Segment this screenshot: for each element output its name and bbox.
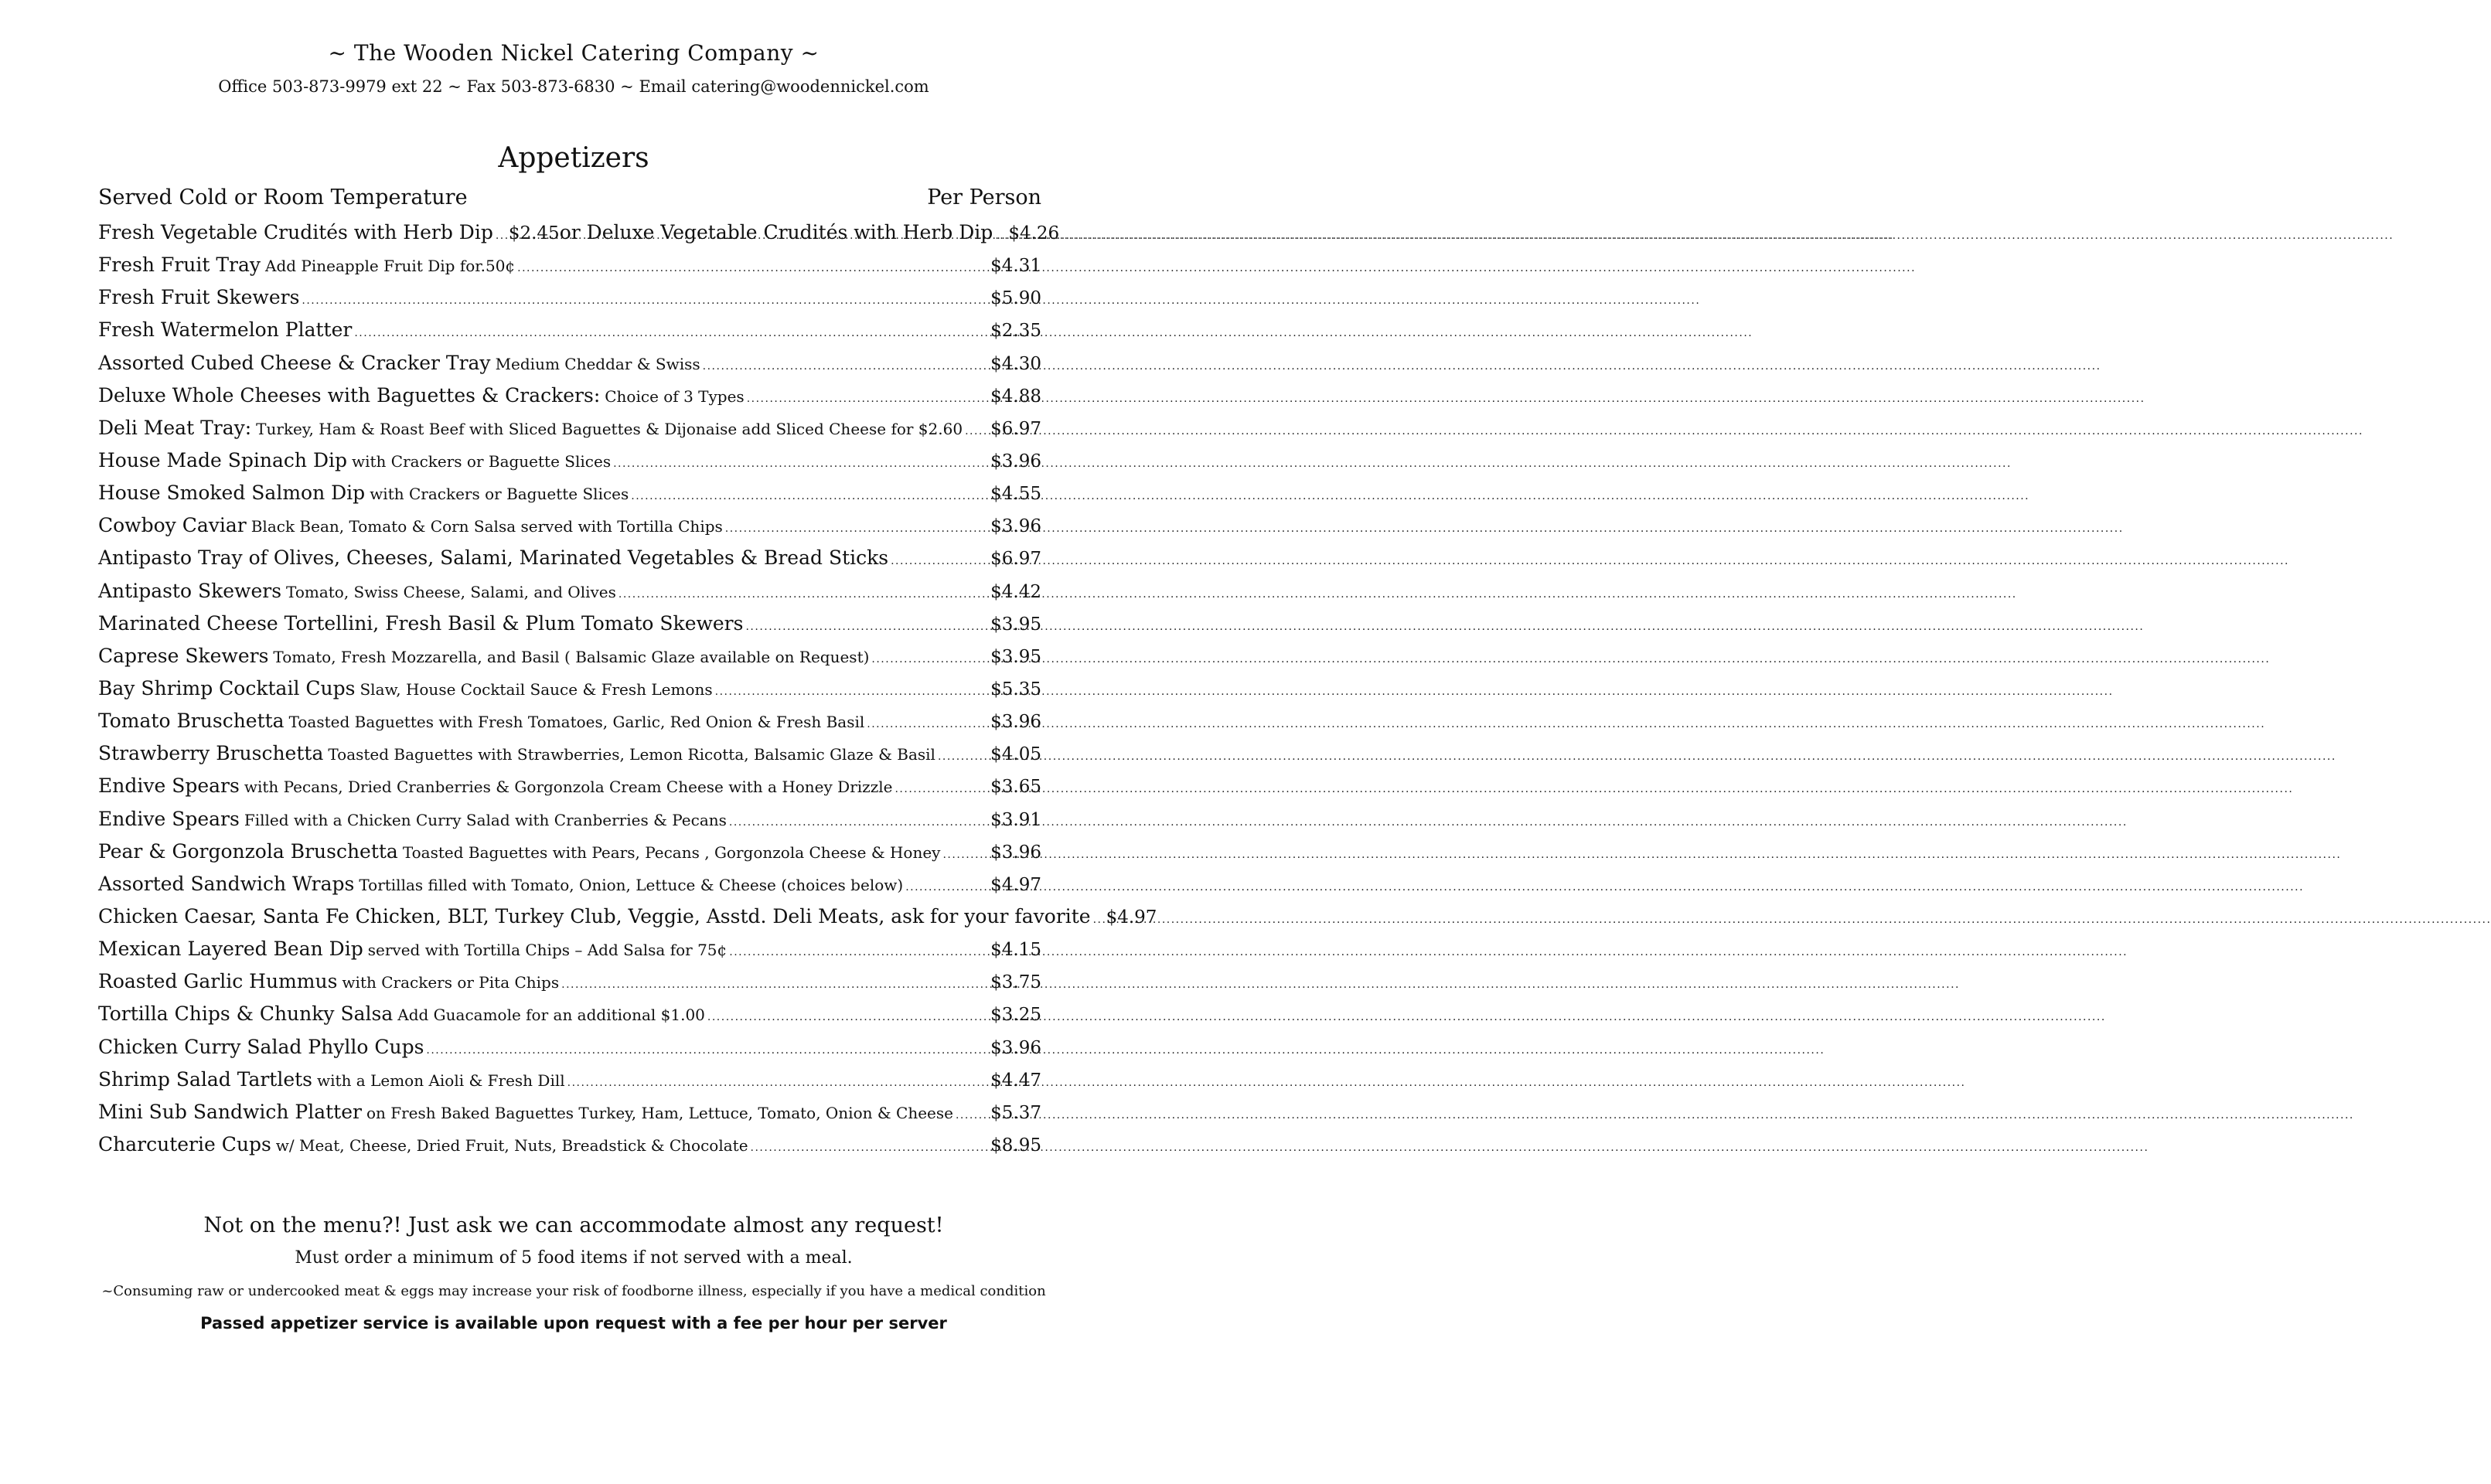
menu-item-name: Antipasto Tray of Olives, Cheeses, Salami, Marinated Vegetables & Bread Sticks: [98, 546, 889, 570]
dot-leader: [302, 284, 988, 317]
menu-item-name: Tomato Bruschetta: [98, 710, 285, 733]
menu-item-name: Cowboy Caviar: [98, 514, 247, 537]
menu-item-price: $2.35: [990, 321, 1041, 342]
menu-item-detail: Slaw, House Cocktail Sauce & Fresh Lemons: [360, 679, 713, 699]
menu-item: [98, 900, 1157, 933]
dot-leader: [618, 578, 988, 611]
menu-item: [98, 803, 1041, 836]
menu-item: [98, 281, 1041, 314]
menu-item-name: Deluxe Whole Cheeses with Baguettes & Crackers:: [98, 383, 601, 407]
menu-item-name: Roasted Garlic Hummus: [98, 970, 338, 993]
dot-leader: [867, 708, 988, 740]
menu-item-detail: Tortillas filled with Tomato, Onion, Lettuce & Cheese (choices below): [359, 875, 904, 894]
menu-item-alternative-price: $4.26: [1008, 223, 1060, 243]
menu-item-price: $5.90: [990, 288, 1041, 309]
dot-leader: [729, 806, 988, 839]
menu-item: [98, 672, 1041, 705]
menu-item-price: $4.97: [990, 874, 1041, 895]
menu-item-name: Fresh Watermelon Platter: [98, 318, 353, 342]
dot-leader: [747, 383, 988, 415]
section-title: Appetizers: [498, 142, 649, 174]
menu-item-price: $3.96: [990, 842, 1041, 863]
passed-service-note: Passed appetizer service is available upon request with a fee per hour per server: [200, 1314, 947, 1333]
menu-item-price: $3.96: [990, 451, 1041, 471]
menu-item-price: $6.97: [990, 418, 1041, 439]
menu-item-detail: with Pecans, Dried Cranberries & Gorgonzola Cream Cheese with a Honey Drizzle: [244, 778, 893, 797]
dot-leader: [751, 1132, 989, 1164]
menu-item-name: Caprese Skewers: [98, 644, 269, 667]
menu-item-name: Bay Shrimp Cocktail Cups: [98, 676, 356, 699]
menu-item-name: House Made Spinach Dip: [98, 448, 347, 471]
menu-item: [98, 477, 1041, 509]
dot-leader: [725, 512, 988, 545]
menu-item-detail: w/ Meat, Cheese, Dried Fruit, Nuts, Breadstick & Chocolate: [275, 1135, 748, 1155]
dot-leader: [938, 740, 988, 773]
dot-leader: [426, 1034, 988, 1067]
serving-note: Served Cold or Room Temperature: [98, 186, 468, 209]
menu-item: [98, 314, 1041, 346]
menu-item-price: $3.91: [990, 809, 1041, 830]
dot-leader: [965, 415, 988, 448]
menu-item-detail: Tomato, Swiss Cheese, Salami, and Olives: [286, 582, 616, 601]
menu-item-price: $4.47: [990, 1070, 1041, 1091]
dot-leader: [354, 317, 988, 349]
dot-leader: [496, 220, 506, 252]
menu-item-name: Pear & Gorgonzola Bruschetta: [98, 839, 398, 863]
menu-item-price: $3.96: [990, 1037, 1041, 1058]
menu-item: [98, 737, 1041, 770]
menu-item-price: $4.15: [990, 940, 1041, 961]
dot-leader: [567, 1067, 989, 1099]
dot-leader: [995, 220, 1006, 252]
menu-item: [98, 998, 1041, 1030]
dot-leader: [942, 839, 988, 871]
menu-item: [98, 249, 1041, 281]
menu-item: [98, 1128, 1041, 1161]
menu-item-detail: Add Guacamole for an additional $1.00: [397, 1006, 705, 1025]
menu-item: [98, 347, 1041, 380]
menu-item: [98, 412, 1041, 444]
menu-item: [98, 216, 1060, 249]
menu-item: [98, 1031, 1041, 1064]
menu-item-price: $4.42: [990, 581, 1041, 602]
menu-item-price: $5.35: [990, 679, 1041, 699]
menu-item-detail: Black Bean, Tomato & Corn Salsa served with Tortilla Chips: [250, 517, 723, 536]
dot-leader: [871, 643, 988, 676]
menu-item-name: Endive Spears: [98, 774, 240, 798]
menu-item: [98, 868, 1041, 900]
contact-line: Office 503-873-9979 ext 22 ~ Fax 503-873-6830 ~ Email catering@woodennickel.com: [218, 77, 929, 96]
dot-leader: [715, 676, 988, 708]
menu-item: [98, 933, 1041, 965]
menu-item-price: $4.05: [990, 744, 1041, 765]
dot-leader: [729, 936, 988, 968]
company-name: ~ The Wooden Nickel Catering Company ~: [328, 40, 820, 66]
menu-item-detail: with a Lemon Aioli & Fresh Dill: [317, 1070, 565, 1090]
dot-leader: [561, 968, 988, 1001]
menu-item-detail: with Crackers or Pita Chips: [342, 973, 560, 992]
menu-item-detail: with Crackers or Baguette Slices: [352, 451, 612, 471]
menu-item-detail: Tomato, Fresh Mozzarella, and Basil ( Balsamic Glaze available on Request): [273, 647, 870, 666]
menu-item-price: $6.97: [990, 549, 1041, 570]
menu-item: [98, 705, 1041, 737]
menu-item-price: $4.88: [990, 386, 1041, 407]
dot-leader: [613, 448, 988, 480]
menu-item-name: Assorted Sandwich Wraps: [98, 872, 355, 895]
menu-item-name: Endive Spears: [98, 807, 240, 830]
menu-item-alternative: or Deluxe Vegetable Crudités with Herb Dip: [559, 221, 993, 243]
menu-item-name: Chicken Curry Salad Phyllo Cups: [98, 1035, 424, 1058]
menu-item-name: Assorted Cubed Cheese & Cracker Tray: [98, 351, 491, 374]
menu-item: [98, 380, 1041, 412]
menu-list: [98, 216, 1157, 1161]
menu-item-price: $5.37: [990, 1102, 1041, 1123]
menu-item: [98, 542, 1041, 574]
menu-item-price: $4.55: [990, 484, 1041, 505]
column-header: [98, 186, 1041, 209]
menu-item-name: Chicken Caesar, Santa Fe Chicken, BLT, Turkey Club, Veggie, Asstd. Deli Meats, ask for your favorite: [98, 904, 1091, 928]
menu-item-price: $2.45: [508, 223, 560, 243]
menu-item-price: $3.95: [990, 646, 1041, 667]
menu-item: [98, 1064, 1041, 1096]
menu-item-name: Deli Meat Tray:: [98, 416, 252, 439]
menu-item-price: $4.31: [990, 256, 1041, 277]
dot-leader: [905, 871, 988, 904]
menu-item-price: $3.95: [990, 614, 1041, 635]
menu-item-name: Fresh Fruit Tray: [98, 254, 261, 277]
menu-item: [98, 444, 1041, 477]
menu-item: [98, 770, 1041, 802]
menu-item-detail: Choice of 3 Types: [605, 386, 745, 406]
price-column-label: Per Person: [927, 186, 1041, 209]
menu-item-price: $4.30: [990, 353, 1041, 374]
menu-item-name: House Smoked Salmon Dip: [98, 482, 366, 505]
menu-item-price: $8.95: [990, 1135, 1041, 1156]
dot-leader: [745, 611, 988, 643]
menu-item-price: $3.75: [990, 972, 1041, 993]
menu-item-name: Shrimp Salad Tartlets: [98, 1067, 313, 1091]
menu-item-name: Fresh Vegetable Crudités with Herb Dip: [98, 221, 493, 243]
menu-item-detail: served with Tortilla Chips – Add Salsa for 75¢: [367, 941, 728, 960]
menu-item: [98, 965, 1041, 998]
menu-item-name: Mini Sub Sandwich Platter: [98, 1100, 362, 1123]
menu-item: [98, 1096, 1041, 1128]
menu-item: [98, 836, 1041, 868]
menu-item: [98, 575, 1041, 608]
menu-item-price: $3.65: [990, 777, 1041, 798]
menu-item-detail: Toasted Baguettes with Strawberries, Lemon Ricotta, Balsamic Glaze & Basil: [328, 745, 935, 764]
menu-item-name: Antipasto Skewers: [98, 579, 282, 602]
menu-item-name: Fresh Fruit Skewers: [98, 286, 300, 309]
custom-request-note: Not on the menu?! Just ask we can accommodate almost any request!: [203, 1213, 944, 1237]
food-safety-warning: ~Consuming raw or undercooked meat & eggs may increase your risk of foodborne illness, especially if you have a medical condition: [101, 1283, 1046, 1299]
dot-leader: [707, 1001, 988, 1033]
menu-item: [98, 509, 1041, 542]
menu-item-detail: Turkey, Ham & Roast Beef with Sliced Baguettes & Dijonaise add Sliced Cheese for $2.60: [256, 419, 963, 438]
dot-leader: [517, 252, 988, 284]
menu-item-price: $3.96: [990, 712, 1041, 733]
menu-item-detail: with Crackers or Baguette Slices: [370, 485, 629, 504]
minimum-order-note: Must order a minimum of 5 food items if not served with a meal.: [295, 1248, 853, 1268]
dot-leader: [895, 773, 988, 805]
menu-item-name: Marinated Cheese Tortellini, Fresh Basil & Plum Tomato Skewers: [98, 611, 744, 635]
menu-item-name: Strawberry Bruschetta: [98, 742, 324, 765]
menu-item: [98, 608, 1041, 640]
menu-item-price: $4.97: [1106, 907, 1157, 928]
dot-leader: [1093, 904, 1104, 936]
dot-leader: [703, 350, 988, 383]
menu-item-name: Mexican Layered Bean Dip: [98, 938, 363, 961]
dot-leader: [891, 545, 988, 577]
menu-item-detail: on Fresh Baked Baguettes Turkey, Ham, Lettuce, Tomato, Onion & Cheese: [366, 1103, 953, 1122]
menu-item-detail: Toasted Baguettes with Fresh Tomatoes, Garlic, Red Onion & Fresh Basil: [288, 713, 865, 732]
menu-item-name: Tortilla Chips & Chunky Salsa: [98, 1002, 394, 1026]
menu-item-detail: Filled with a Chicken Curry Salad with Cranberries & Pecans: [244, 810, 727, 829]
menu-item-detail: Toasted Baguettes with Pears, Pecans , Gorgonzola Cheese & Honey: [402, 842, 941, 862]
menu-item-price: $3.25: [990, 1005, 1041, 1026]
menu-item: [98, 640, 1041, 672]
menu-item-price: $3.96: [990, 516, 1041, 537]
menu-item-detail: Add Pineapple Fruit Dip for.50¢: [265, 257, 516, 276]
dot-leader: [956, 1099, 988, 1132]
menu-item-name: Charcuterie Cups: [98, 1132, 271, 1156]
menu-item-detail: Medium Cheddar & Swiss: [495, 354, 700, 373]
dot-leader: [631, 480, 988, 512]
